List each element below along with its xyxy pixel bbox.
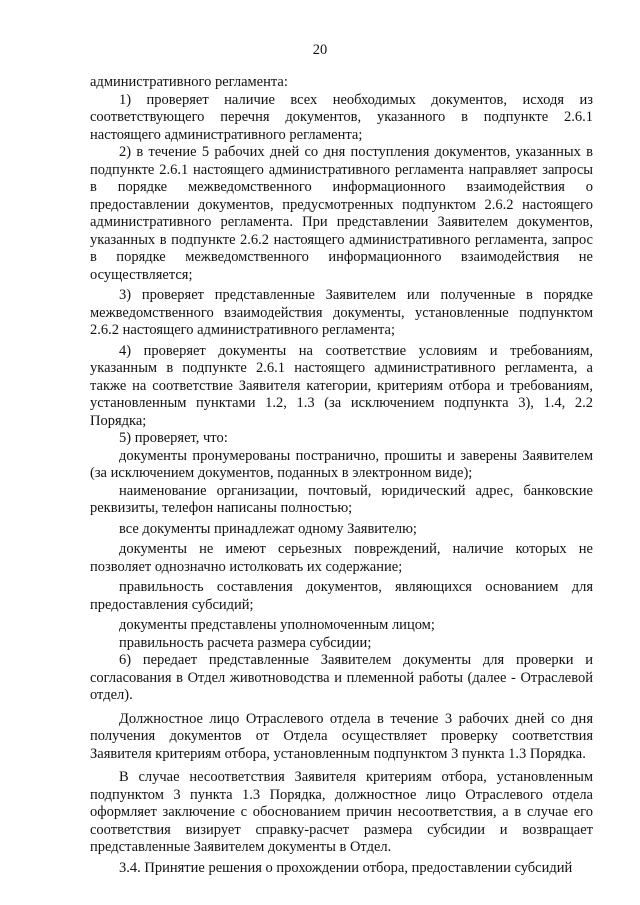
check-item-calculation: правильность расчета размера субсидии; — [119, 634, 372, 651]
document-body — [90, 74, 593, 877]
paragraph-item-5: 5) проверяет, что: — [119, 430, 228, 446]
paragraph-nonconformity: В случае несоответствия Заявителя критериям отбора, установленным подпунктом 3 пункта 1.3 Порядка, должностное лицо Отраслевого отдела оформляет заключение с обоснованием причин несоответствия, а в случае его соответствия визирует справку-расчет размера субсидии и возвращает представленные Заявителем документы в Отдел. — [90, 769, 593, 855]
section-heading-3-4: 3.4. Принятие решения о прохождении отбора, предоставлении субсидий — [119, 859, 573, 876]
paragraph-item-2: 2) в течение 5 рабочих дней со дня поступления документов, указанных в подпункте 2.6.1 настоящего административного регламента направляет запросы в порядке межведомственного информационного взаимодействия о предоставлении документов, предусмотренных подпунктом 2.6.2 настоящего административного регламента. При представлении Заявителем документов, указанных в подпункте 2.6.2 настоящего административного регламента, запрос в порядке межведомственного информационного взаимодействия не осуществляется; — [90, 144, 593, 283]
check-item-no-damage: документы не имеют серьезных повреждений, наличие которых не позволяет однозначно истолковать их содержание; — [90, 541, 593, 575]
page-number: 20 — [312, 42, 328, 58]
paragraph-continuation: административного регламента: — [90, 74, 288, 90]
check-item-authorized-person: документы представлены уполномоченным лицом; — [119, 617, 435, 633]
check-item-single-applicant: все документы принадлежат одному Заявителю; — [119, 520, 417, 537]
paragraph-item-4: 4) проверяет документы на соответствие условиям и требованиям, указанным в подпункте 2.6.1 настоящего административного регламента, а также на соответствие Заявителя категории, критериям отбора и требованиям, установленным пунктами 1.2, 1.3 (за исключением подпункта 3), 1.4, 2.2 Порядка; — [90, 342, 593, 429]
check-item-correct-documents: правильность составления документов, являющихся основанием для предоставления субсидий; — [90, 579, 593, 613]
paragraph-item-6: 6) передает представленные Заявителем документы для проверки и согласования в Отдел животноводства и племенной работы (далее - Отраслевой отдел). — [90, 652, 593, 703]
check-item-requisites: наименование организации, почтовый, юридический адрес, банковские реквизиты, телефон написаны полностью; — [90, 482, 593, 516]
paragraph-item-3: 3) проверяет представленные Заявителем или полученные в порядке межведомственного взаимодействия документы, установленные подпунктом 2.6.2 настоящего административного регламента; — [90, 287, 593, 338]
paragraph-industry-department: Должностное лицо Отраслевого отдела в течение 3 рабочих дней со дня получения документов от Отдела осуществляет проверку соответствия Заявителя критериям отбора, установленным подпунктом 3 пункта 1.3 Порядка. — [90, 710, 593, 762]
paragraph-item-1: 1) проверяет наличие всех необходимых документов, исходя из соответствующего перечня документов, указанного в подпункте 2.6.1 настоящего административного регламента; — [90, 91, 593, 143]
check-item-numbering: документы пронумерованы постранично, прошиты и заверены Заявителем (за исключением документов, поданных в электронном виде); — [90, 447, 593, 481]
